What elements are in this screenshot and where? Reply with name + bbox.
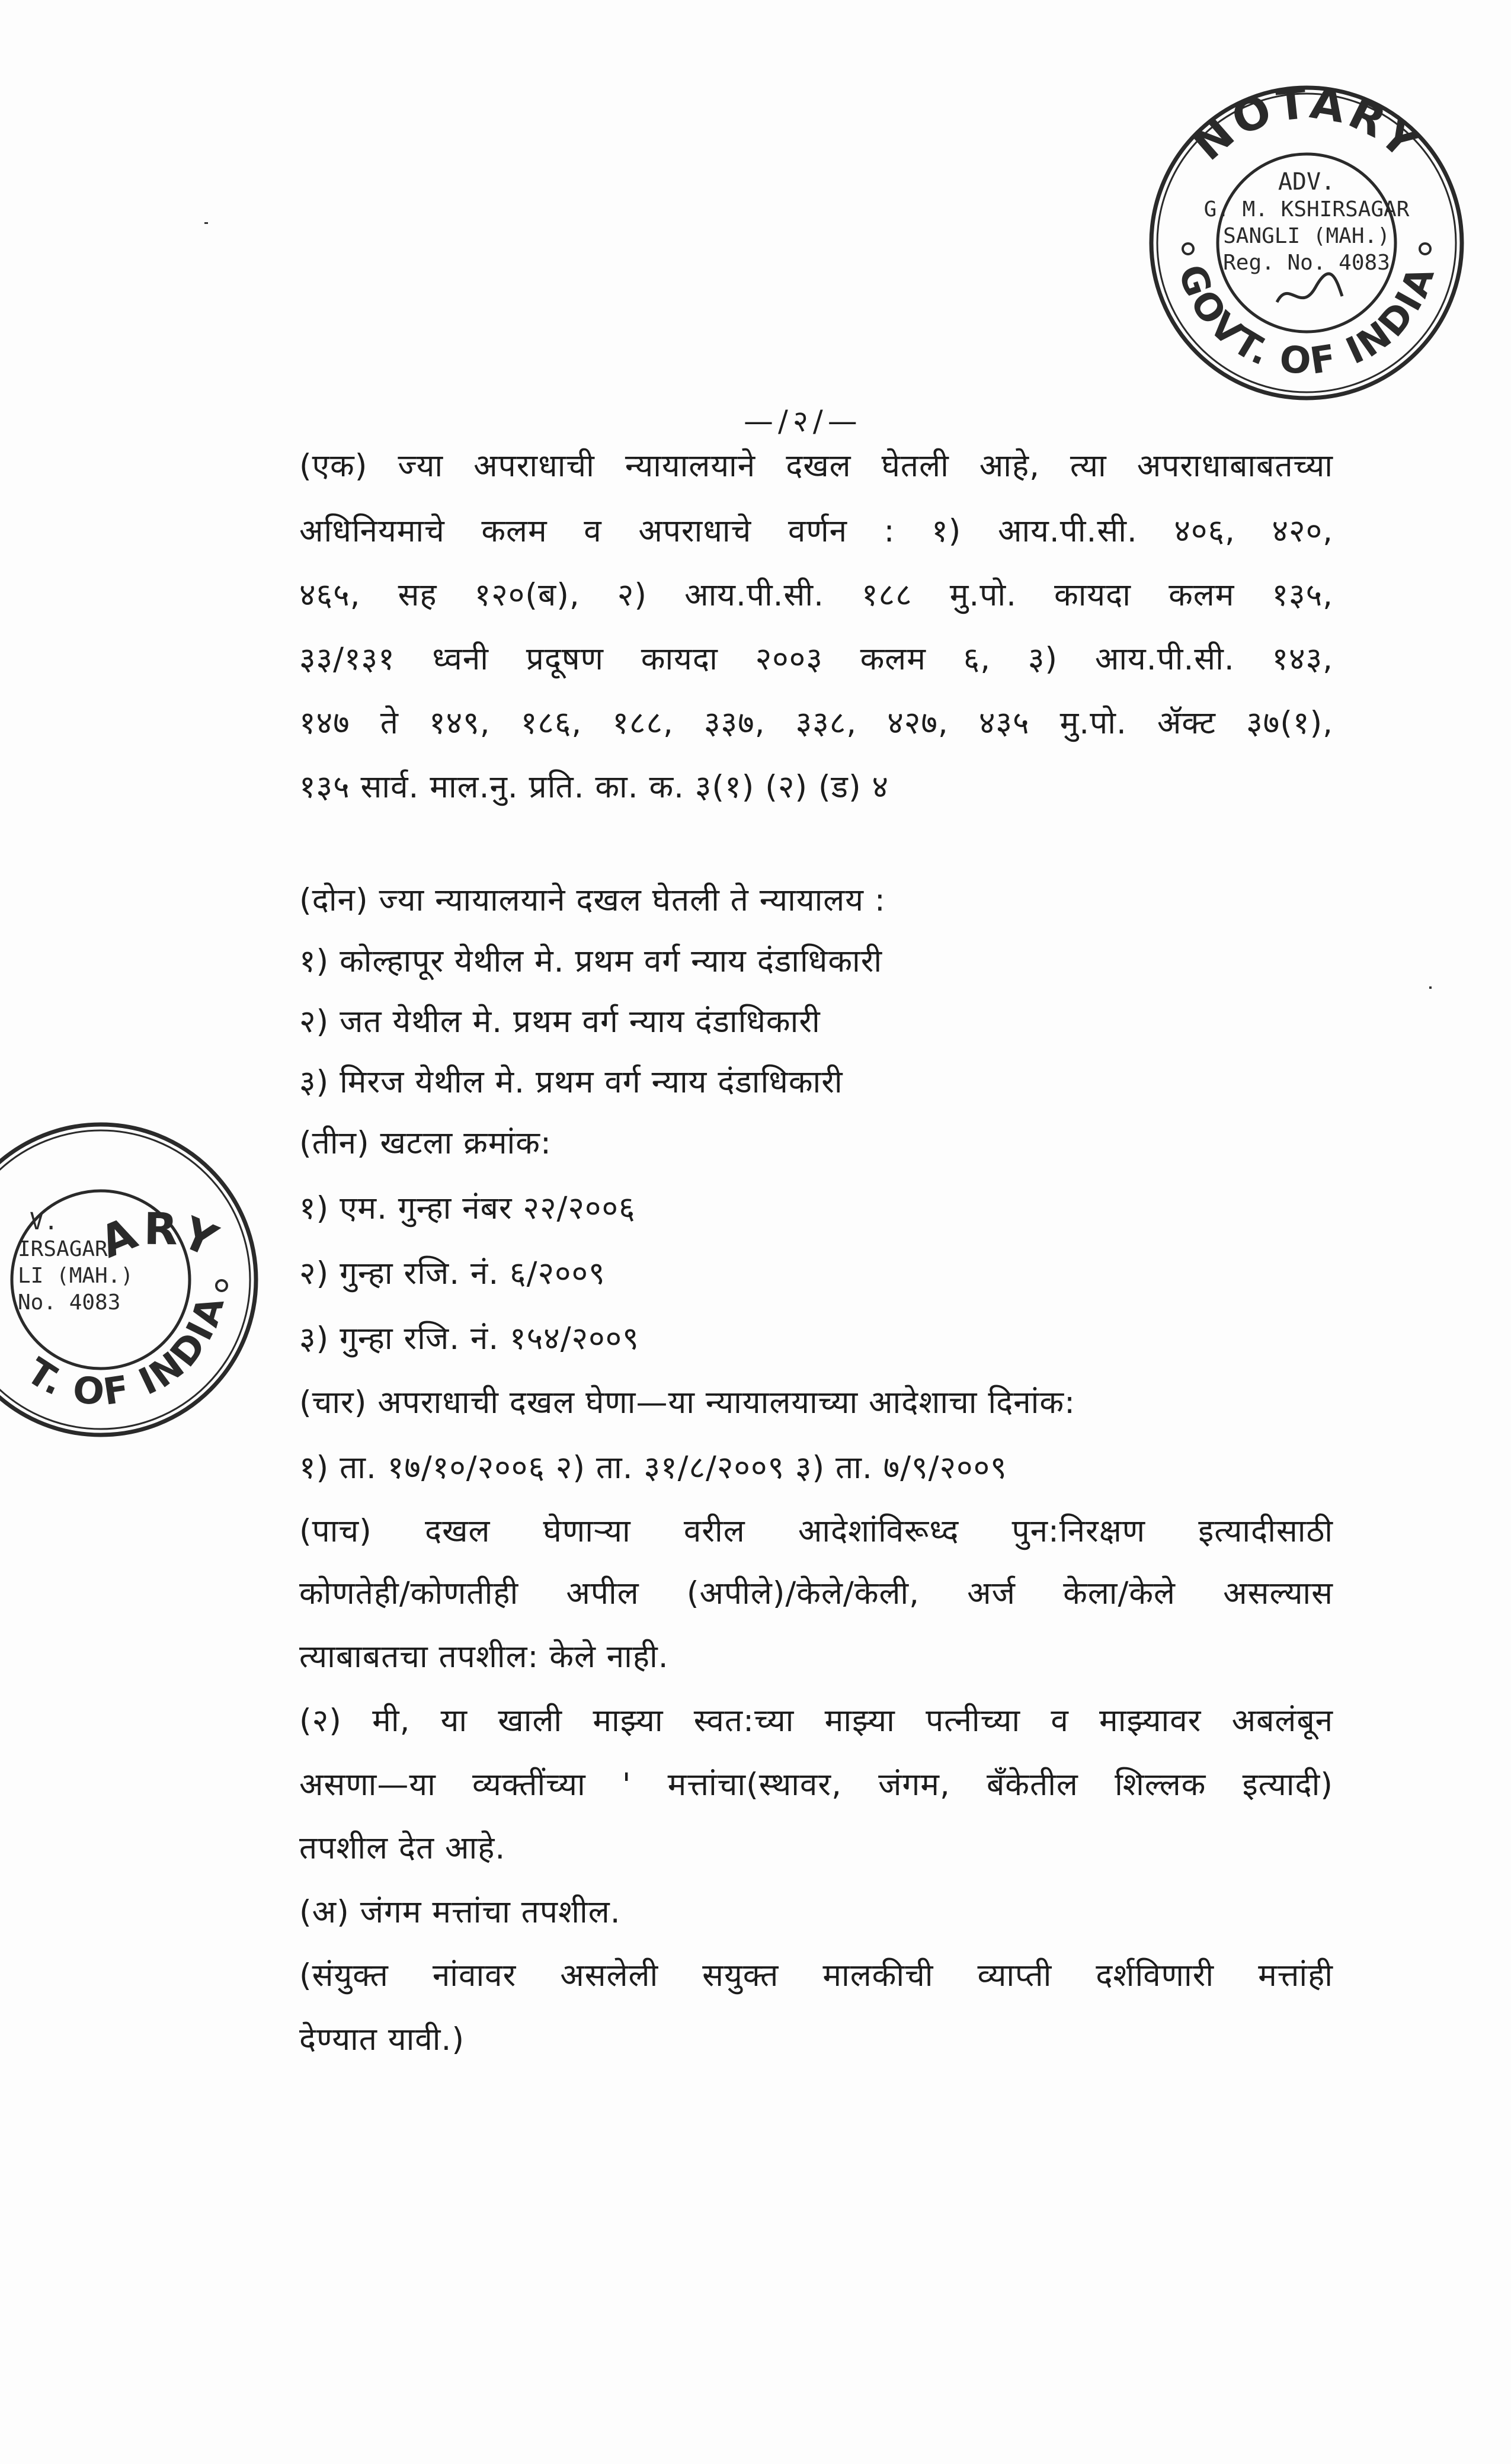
order-dates: १) ता. १७/१०/२००६ २) ता. ३१/८/२००९ ३) ता. ७/९/२००९	[299, 1450, 1007, 1486]
signature-scribble	[1277, 274, 1342, 302]
stamp-partial-adv: V.	[30, 1208, 59, 1235]
stamp-partial-top-text: ARY	[92, 1203, 228, 1268]
scan-speck	[1429, 986, 1432, 989]
notary-stamp	[1147, 77, 1467, 403]
movable-assets-heading: (अ) जंगम मत्तांचा तपशील.	[299, 1894, 621, 1930]
notary-stamp-seal	[1147, 77, 1467, 403]
declaration-line-2: असणा—या व्यक्तींच्या ' मत्तांचा(स्थावर, जंगम, बॅंकेतील शिल्लक इत्यादी)	[299, 1767, 1333, 1803]
stamp-place: SANGLI (MAH.)	[1223, 224, 1390, 248]
case-item-2: २) गुन्हा रजि. नं. ६/२००९	[299, 1255, 606, 1292]
text-line-5: १४७ ते १४९, १८६, १८८, ३३७, ३३८, ४२७, ४३५ मु.पो. ॲक्ट ३७(१),	[299, 705, 1333, 741]
joint-note-line-1: (संयुक्त नांवावर असलेली सयुक्त मालकीची व्याप्ती दर्शविणारी मत्तांही	[299, 1957, 1333, 1994]
text-line-1: (एक) ज्या अपराधाची न्यायालयाने दखल घेतली आहे, त्या अपराधाबाबतच्या	[299, 448, 1333, 484]
page-number: —/२/—	[744, 404, 862, 438]
section-five-line-3: त्याबाबतचा तपशील: केले नाही.	[299, 1639, 669, 1675]
declaration-line-1: (२) मी, या खाली माझ्या स्वत:च्या माझ्या पत्नीच्या व माझ्यावर अबलंबून	[299, 1703, 1333, 1739]
text-line-4: ३३/१३१ ध्वनी प्रदूषण कायदा २००३ कलम ६, ३) आय.पी.सी. १४३,	[299, 641, 1333, 677]
stamp-partial-bottom-text: T. OF INDIA	[19, 1289, 233, 1414]
notary-stamp-partial	[0, 1120, 261, 1452]
stamp-partial-name: IRSAGAR	[18, 1237, 108, 1261]
notary-stamp-partial-seal	[0, 1120, 261, 1452]
section-five-line-2: कोणतेही/कोणतीही अपील (अपीले)/केले/केली, अर्ज केला/केले असल्यास	[299, 1575, 1333, 1611]
court-item-1: १) कोल्हापूर येथील मे. प्रथम वर्ग न्याय दंडाधिकारी	[299, 943, 883, 979]
svg-text:NOTARY	[1183, 78, 1431, 171]
svg-text:ARY	[93, 1204, 228, 1268]
stamp-name: G. M. KSHIRSAGAR	[1203, 197, 1410, 222]
text-line-2: अधिनियमाचे कलम व अपराधाचे वर्णन : १) आय.पी.सी. ४०६, ४२०,	[299, 513, 1333, 549]
declaration-line-3: तपशील देत आहे.	[299, 1830, 506, 1866]
stamp-top-text: NOTARY	[1183, 77, 1431, 171]
court-item-3: ३) मिरज येथील मे. प्रथम वर्ग न्याय दंडाधिकारी	[299, 1064, 843, 1100]
stamp-adv: ADV.	[1278, 168, 1336, 196]
joint-note-line-2: देण्यात यावी.)	[299, 2021, 465, 2058]
section-heading-three: (तीन) खटला क्रमांक:	[299, 1125, 552, 1161]
stamp-partial-reg: No. 4083	[18, 1290, 121, 1315]
stamp-reg: Reg. No. 4083	[1223, 251, 1390, 275]
scan-speck	[204, 222, 208, 224]
section-five-line-1: (पाच) दखल घेणाऱ्या वरील आदेशांविरूध्द पुन:निरक्षण इत्यादीसाठी	[299, 1513, 1333, 1549]
section-heading-two: (दोन) ज्या न्यायालयाने दखल घेतली ते न्यायालय :	[299, 882, 886, 918]
section-heading-four: (चार) अपराधाची दखल घेणा—या न्यायालयाच्या आदेशाचा दिनांक:	[299, 1385, 1075, 1421]
text-line-3: ४६५, सह १२०(ब), २) आय.पी.सी. १८८ मु.पो. कायदा कलम १३५,	[299, 577, 1333, 613]
stamp-partial-place: LI (MAH.)	[18, 1264, 134, 1288]
text-line-6: १३५ सार्व. माल.नु. प्रति. का. क. ३(१) (२) (ड) ४	[299, 769, 889, 805]
case-item-1: १) एम. गुन्हा नंबर २२/२००६	[299, 1190, 636, 1226]
stamp-bottom-text: GOVT. OF INDIA	[1170, 259, 1443, 383]
case-item-3: ३) गुन्हा रजि. नं. १५४/२००९	[299, 1321, 639, 1357]
court-item-2: २) जत येथील मे. प्रथम वर्ग न्याय दंडाधिकारी	[299, 1004, 821, 1040]
